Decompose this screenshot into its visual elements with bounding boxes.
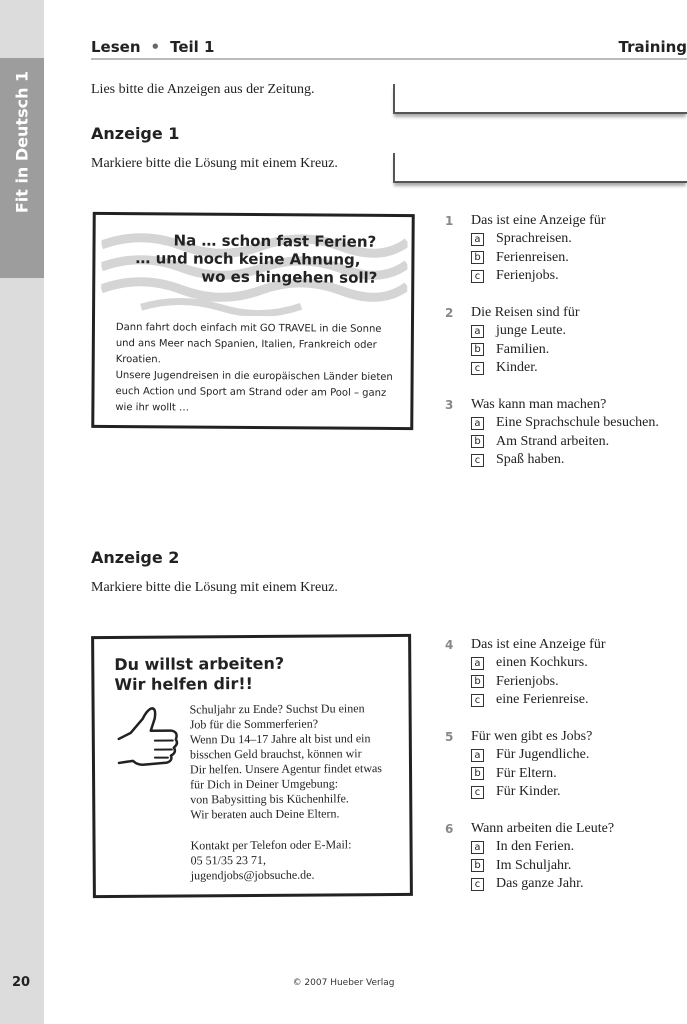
checkbox[interactable]: b [471, 859, 484, 872]
checkbox[interactable]: c [471, 270, 484, 283]
question-number: 2 [445, 306, 454, 320]
ad-1-body-line: euch Action und Sport am Strand oder am Pool – ganz [115, 386, 387, 399]
question-number: 5 [445, 730, 454, 744]
question-4 [445, 636, 687, 710]
ad-2-body-line: Wenn Du 14–17 Jahre alt bist und ein [189, 731, 371, 747]
page-number: 20 [12, 975, 31, 990]
question-number: 3 [445, 398, 454, 412]
ad-2-body-line: bisschen Geld brauchst, können wir [189, 746, 362, 762]
ad-2-body-line: Schuljahr zu Ende? Suchst Du einen [189, 701, 365, 717]
answer-line-1[interactable] [393, 84, 687, 114]
checkbox[interactable]: a [471, 657, 484, 670]
option-text: eine Ferienreise. [496, 692, 589, 708]
checkbox[interactable]: b [471, 251, 484, 264]
ad-2-headline-line: Du willst arbeiten? [114, 653, 285, 674]
ad-1-body-line: Dann fahrt doch einfach mit GO TRAVEL in die Sonne [115, 322, 382, 335]
option-4b[interactable] [445, 673, 687, 692]
option-text: Eine Sprachschule besuchen. [496, 415, 659, 431]
option-2c[interactable] [445, 359, 687, 378]
option-6a[interactable] [445, 838, 687, 857]
option-4c[interactable] [445, 691, 687, 710]
ad-2-body-line: Job für die Sommerferien? [189, 716, 319, 732]
ad-2-headline [114, 654, 284, 695]
question-text: Das ist eine Anzeige für [471, 637, 606, 652]
ad-1-body-line: Kroatien. [115, 354, 161, 366]
ad-2-body-line: für Dich in Deiner Umgebung: [190, 776, 339, 792]
checkbox[interactable]: c [471, 694, 484, 707]
header-section [91, 38, 214, 56]
checkbox[interactable]: a [471, 325, 484, 338]
question-text: Die Reisen sind für [471, 305, 580, 320]
question-text: Was kann man machen? [471, 397, 607, 412]
option-1c[interactable] [445, 267, 687, 286]
question-number: 4 [445, 638, 454, 652]
option-text: Kinder. [496, 360, 538, 376]
option-text: Im Schuljahr. [496, 857, 572, 873]
option-text: Für Kinder. [496, 784, 561, 800]
ad-2-contact-phone: 05 51/35 23 71, [190, 852, 267, 868]
question-1 [445, 212, 687, 286]
option-text: Das ganze Jahr. [496, 876, 584, 892]
header-section-name: Lesen [91, 38, 141, 56]
question-text: Für wen gibt es Jobs? [471, 729, 593, 744]
ad-2-body [190, 701, 407, 823]
question-2 [445, 304, 687, 378]
option-text: Ferienjobs. [496, 268, 559, 284]
option-2a[interactable] [445, 322, 687, 341]
checkbox[interactable]: c [471, 362, 484, 375]
option-text: Familien. [496, 341, 550, 357]
advertisement-2 [91, 634, 413, 898]
option-1b[interactable] [445, 249, 687, 268]
option-text: Spaß haben. [496, 452, 565, 468]
ad-1-headline [105, 231, 401, 287]
instruction-mark-1: Markiere bitte die Lösung mit einem Kreuz. [91, 156, 338, 171]
thumbs-up-icon [115, 704, 181, 774]
option-text: Für Jugendliche. [496, 747, 590, 763]
option-6c[interactable] [445, 875, 687, 894]
question-number: 6 [445, 822, 454, 836]
header-separator: • [150, 38, 161, 56]
ad-1-body-line: wie ihr wollt … [115, 402, 190, 414]
option-text: Ferienreisen. [496, 249, 569, 265]
checkbox[interactable]: a [471, 233, 484, 246]
checkbox[interactable]: b [471, 343, 484, 356]
option-2b[interactable] [445, 341, 687, 360]
checkbox[interactable]: a [471, 417, 484, 430]
section-title-ad-2: Anzeige 2 [91, 548, 180, 567]
checkbox[interactable]: b [471, 435, 484, 448]
question-3 [445, 396, 687, 470]
ad-2-body-line: Wir beraten auch Deine Eltern. [190, 806, 340, 822]
checkbox[interactable]: b [471, 767, 484, 780]
ad-2-body-line: von Babysitting bis Küchenhilfe. [190, 791, 349, 807]
option-1a[interactable] [445, 230, 687, 249]
option-text: Ferienjobs. [496, 673, 559, 689]
ad-1-headline-line: Na … schon fast Ferien? [173, 231, 377, 251]
option-3b[interactable] [445, 433, 687, 452]
question-number: 1 [445, 214, 454, 228]
option-text: Für Eltern. [496, 765, 557, 781]
section-title-ad-1: Anzeige 1 [91, 124, 180, 143]
option-6b[interactable] [445, 857, 687, 876]
option-3a[interactable] [445, 414, 687, 433]
instruction-read-ads: Lies bitte die Anzeigen aus der Zeitung. [91, 82, 315, 97]
header-part-name: Teil 1 [170, 38, 215, 56]
copyright-footer: © 2007 Hueber Verlag [292, 978, 395, 988]
question-6 [445, 820, 687, 894]
option-5a[interactable] [445, 746, 687, 765]
header-divider [91, 58, 687, 60]
checkbox[interactable]: c [471, 878, 484, 891]
ad-1-headline-line: … und noch keine Ahnung, [135, 249, 361, 269]
option-text: Am Strand arbeiten. [496, 433, 610, 449]
question-5 [445, 728, 687, 802]
ad-2-headline-line: Wir helfen dir!! [114, 673, 254, 694]
instruction-mark-2: Markiere bitte die Lösung mit einem Kreuz. [91, 580, 338, 595]
checkbox[interactable]: c [471, 786, 484, 799]
option-text: In den Ferien. [496, 839, 575, 855]
checkbox[interactable]: a [471, 841, 484, 854]
ad-1-headline-line: wo es hingehen soll? [201, 267, 378, 287]
question-text: Wann arbeiten die Leute? [471, 821, 615, 836]
checkbox[interactable]: b [471, 675, 484, 688]
option-4a[interactable] [445, 654, 687, 673]
header-training-label: Training [618, 38, 687, 56]
checkbox[interactable]: c [471, 454, 484, 467]
ad-1-body [115, 320, 398, 418]
ad-1-body-line: Unsere Jugendreisen in die europäischen Länder bieten [115, 370, 393, 383]
ad-2-contact-line: Kontakt per Telefon oder E-Mail: [190, 837, 352, 853]
option-3c[interactable] [445, 451, 687, 470]
ad-2-contact [191, 837, 407, 884]
ad-1-body-line: und ans Meer nach Spanien, Italien, Frankreich oder [115, 338, 377, 351]
option-5c[interactable] [445, 783, 687, 802]
sidebar-book-title: Fit in Deutsch 1 [12, 70, 32, 214]
checkbox[interactable]: a [471, 749, 484, 762]
advertisement-1 [91, 212, 415, 430]
ad-2-body-line: Dir helfen. Unsere Agentur findet etwas [189, 761, 383, 777]
option-text: junge Leute. [496, 323, 566, 339]
option-text: einen Kochkurs. [496, 655, 588, 671]
option-text: Sprachreisen. [496, 231, 572, 247]
answer-line-2[interactable] [393, 153, 687, 183]
question-text: Das ist eine Anzeige für [471, 213, 606, 228]
option-5b[interactable] [445, 765, 687, 784]
ad-2-contact-email: jugendjobs@jobsuche.de. [190, 867, 315, 883]
